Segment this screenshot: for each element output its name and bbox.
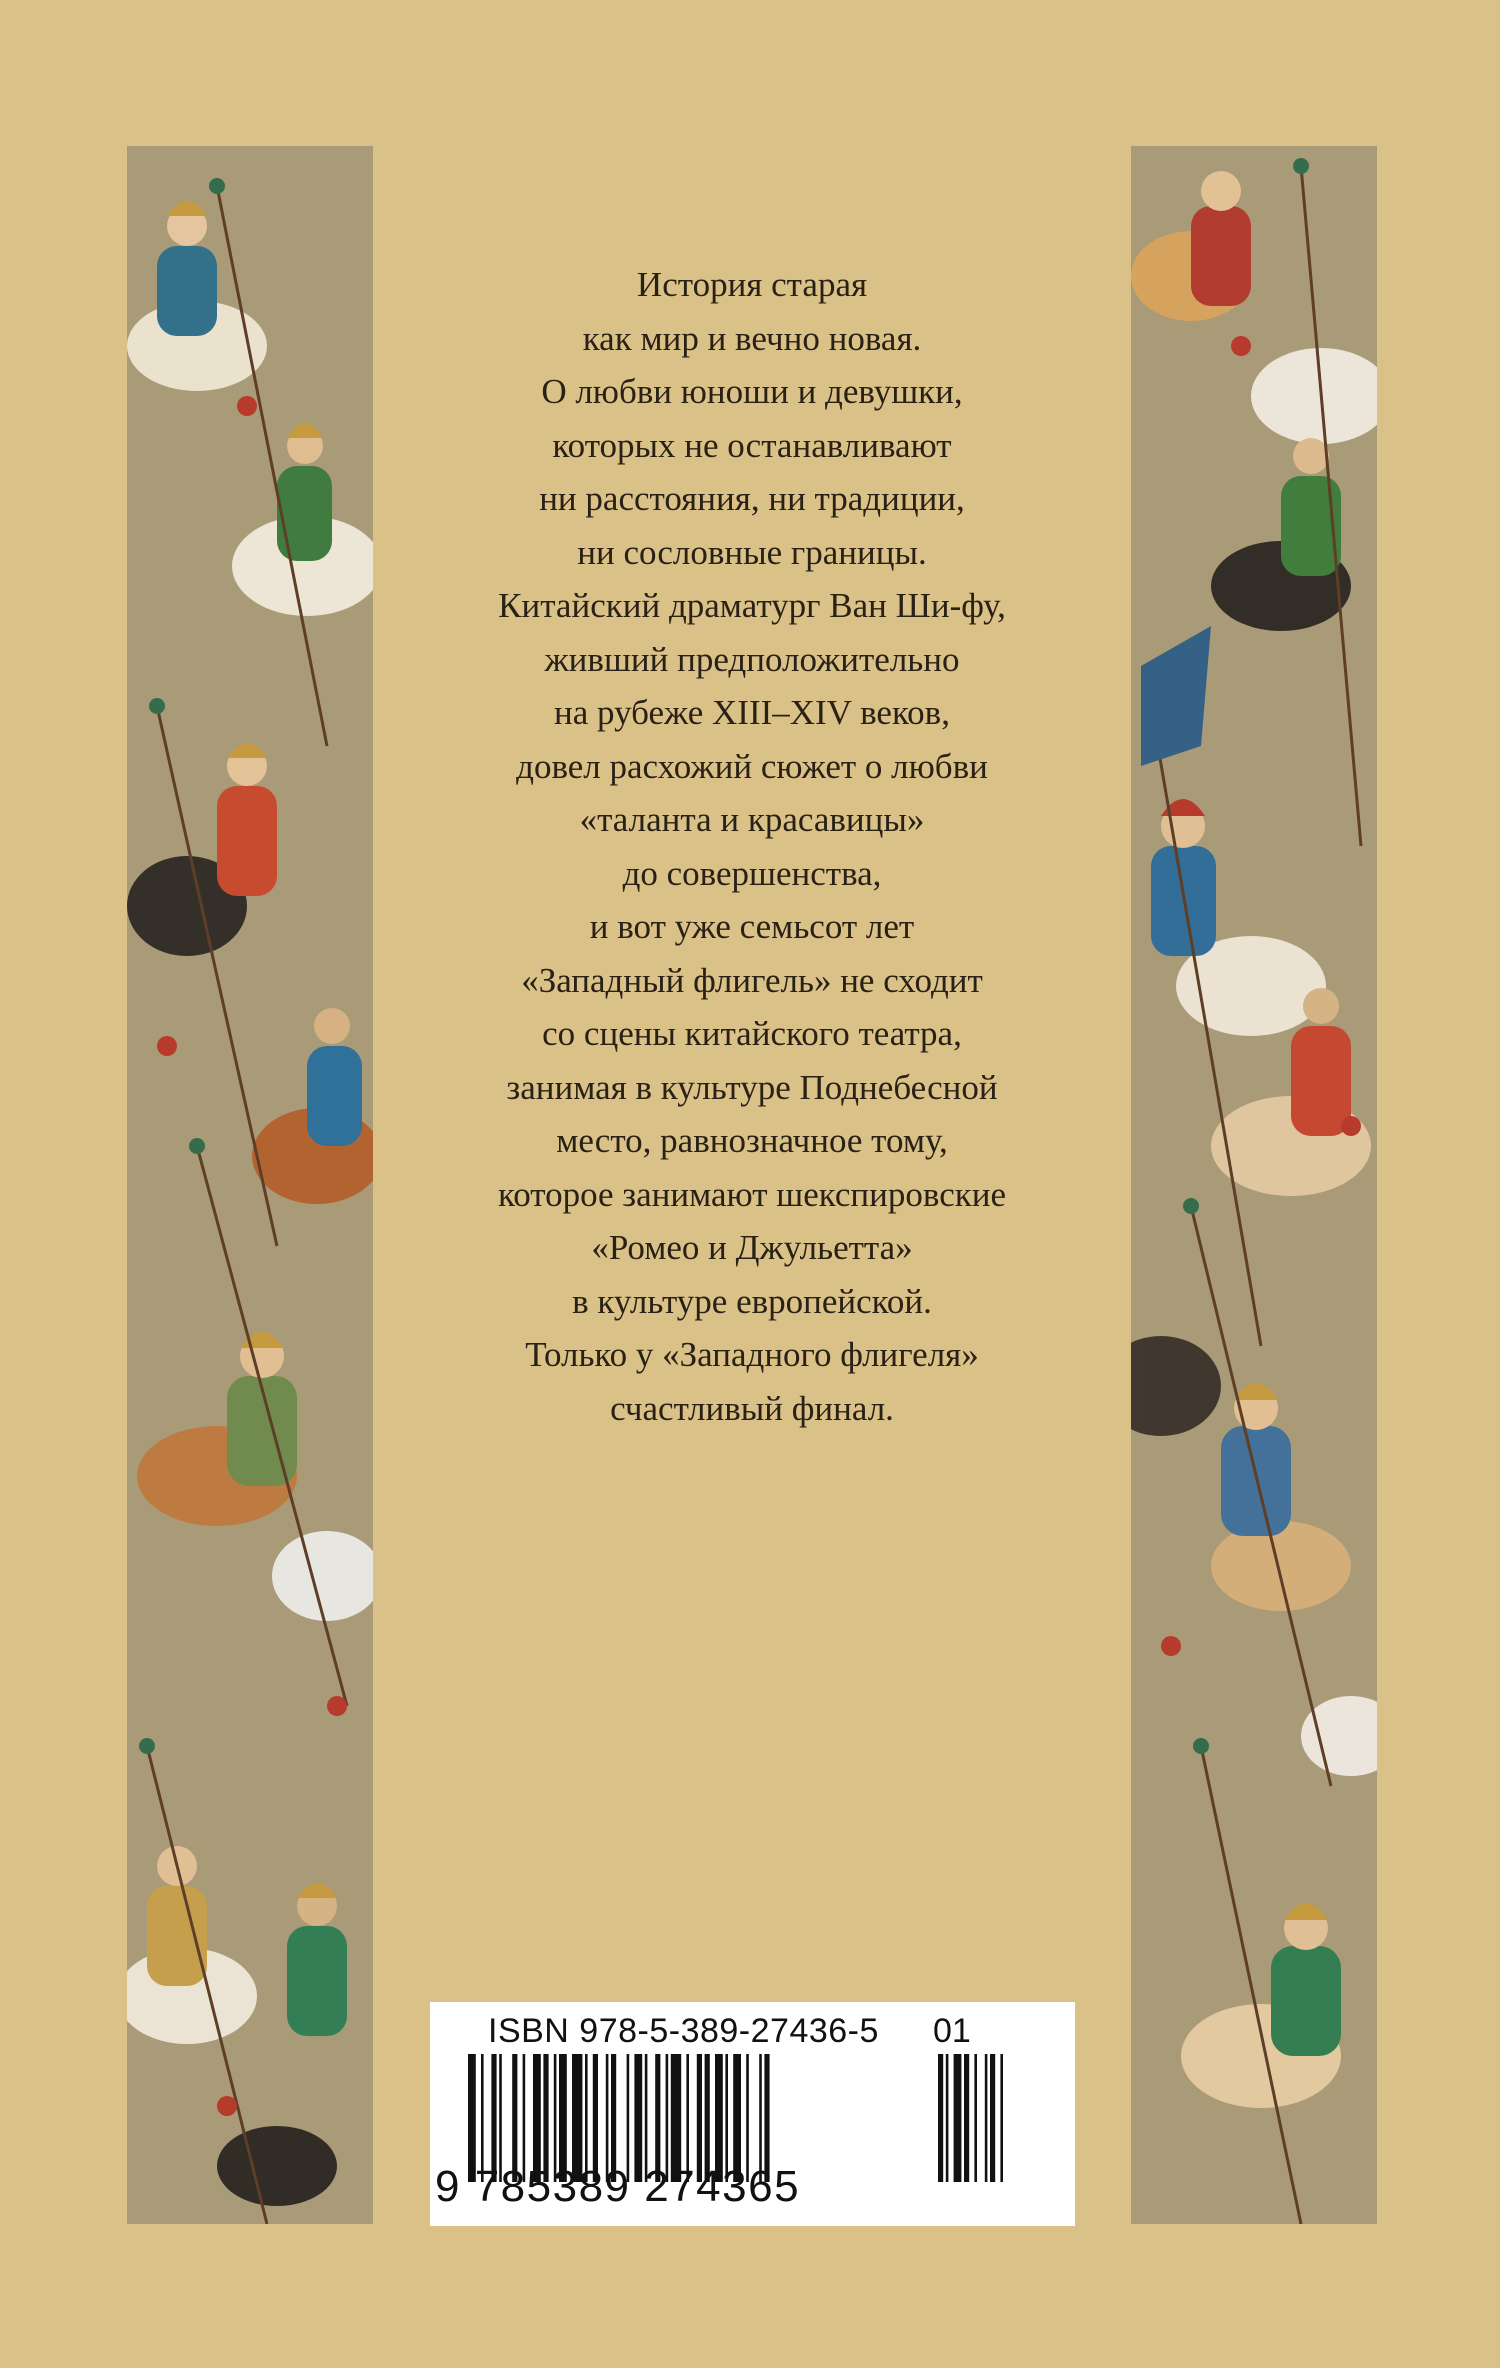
blurb-line: «Ромео и Джульетта» xyxy=(591,1228,913,1267)
back-cover-blurb xyxy=(373,258,1131,1435)
blurb-line: и вот уже семьсот лет xyxy=(589,907,915,946)
blurb-line: счастливый финал. xyxy=(610,1388,894,1428)
barcode-addon-bar xyxy=(954,2054,962,2182)
barcode-addon-bar xyxy=(1000,2054,1003,2182)
barcode-addon-bar xyxy=(974,2054,977,2182)
left-illustration-panel xyxy=(127,146,373,2224)
blurb-line: которое занимают шекспировские xyxy=(497,1174,1007,1214)
blurb-line: живший предположительно xyxy=(544,639,960,679)
blurb-line: Китайский драматург Ван Ши-фу, xyxy=(498,586,1006,625)
blurb-line: ни сословные границы. xyxy=(577,532,927,572)
warrior-horsemen-illustration-right xyxy=(1131,146,1377,2224)
blurb-line: в культуре европейской. xyxy=(572,1281,932,1321)
isbn-label: ISBN 978-5-389-27436-5 xyxy=(488,2012,879,2050)
blurb-line: занимая в культуре Поднебесной xyxy=(506,1067,998,1107)
blurb-line: до совершенства, xyxy=(622,853,882,893)
blurb-line: место, равнозначное тому, xyxy=(556,1121,948,1160)
blurb-line: ни расстояния, ни традиции, xyxy=(539,479,965,518)
blurb-line: как мир и вечно новая. xyxy=(582,318,922,358)
blurb-line: которых не останавливают xyxy=(552,425,952,465)
barcode-addon-bar xyxy=(946,2054,949,2182)
barcode-addon-bar xyxy=(938,2054,943,2182)
barcode-addon-bar xyxy=(964,2054,969,2182)
barcode-addon-bar xyxy=(985,2054,988,2182)
isbn-barcode xyxy=(430,2002,1075,2226)
warrior-horsemen-illustration-left xyxy=(127,146,373,2224)
barcode-digits: 9 785389 274365 xyxy=(435,2162,801,2211)
blurb-line: «таланта и красавицы» xyxy=(579,800,925,839)
blurb-line: Только у «Западного флигеля» xyxy=(525,1335,979,1374)
blurb-line: на рубеже XIII–XIV веков, xyxy=(554,693,950,732)
blurb-line: «Западный флигель» не сходит xyxy=(521,960,983,1000)
right-illustration-panel xyxy=(1131,146,1377,2224)
blurb-line: со сцены китайского театра, xyxy=(542,1014,962,1053)
blurb-line: История старая xyxy=(636,265,868,304)
barcode-addon-code: 01 xyxy=(933,2012,971,2050)
barcode-addon-bar xyxy=(990,2054,995,2182)
blurb-line: довел расхожий сюжет о любви xyxy=(516,746,988,786)
blurb-line: О любви юноши и девушки, xyxy=(541,372,963,411)
